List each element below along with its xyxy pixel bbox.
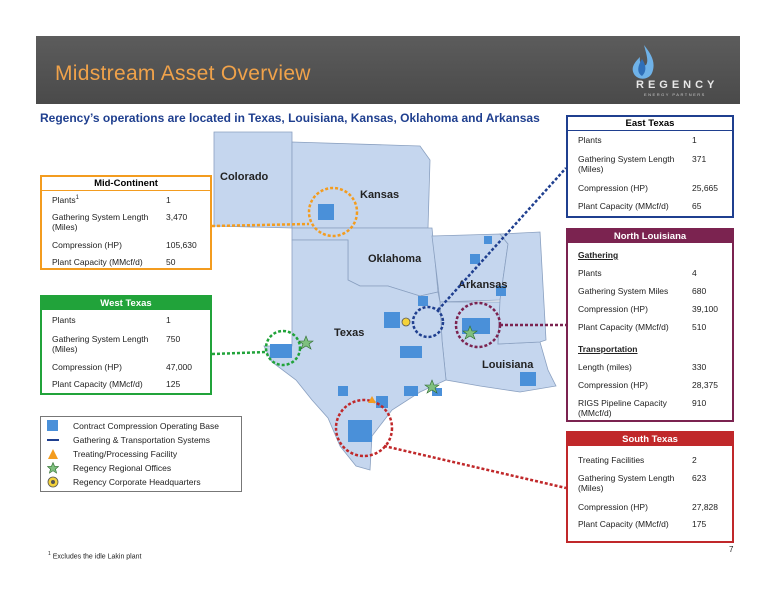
north-louisiana-title: North Louisiana bbox=[568, 230, 732, 243]
map-label-colorado: Colorado bbox=[220, 171, 269, 183]
logo-wordmark: REGENCY bbox=[636, 79, 719, 91]
plants-label: Plants bbox=[52, 315, 76, 325]
gathering-label: Gathering System Length (Miles) bbox=[52, 212, 149, 232]
south-texas-title: South Texas bbox=[568, 433, 732, 446]
plants-value: 1 bbox=[692, 135, 697, 145]
page-number: 7 bbox=[729, 545, 734, 554]
gathering-value: 371 bbox=[692, 154, 707, 164]
map-legend bbox=[40, 416, 242, 492]
gathering-section-heading: Gathering bbox=[578, 250, 619, 260]
transport-compression-label: Compression (HP) bbox=[578, 380, 648, 390]
east-texas-box bbox=[566, 115, 734, 218]
corporate-hq-icon bbox=[47, 476, 59, 488]
compression-base-square-icon bbox=[47, 420, 58, 431]
capacity-label: Plant Capacity (MMcf/d) bbox=[578, 201, 669, 211]
gathering-label: Gathering System Length (Miles) bbox=[578, 473, 675, 493]
corporate-hq-icon bbox=[402, 318, 410, 326]
legend-label: Regency Corporate Headquarters bbox=[73, 477, 201, 487]
transportation-section-heading: Transportation bbox=[578, 344, 638, 354]
legend-label: Gathering & Transportation Systems bbox=[73, 435, 211, 445]
compression-label: Compression (HP) bbox=[52, 362, 122, 372]
capacity-label: Plant Capacity (MMcf/d) bbox=[52, 379, 143, 389]
treating-value: 2 bbox=[692, 455, 697, 465]
plants-value: 4 bbox=[692, 268, 697, 278]
gathering-value: 3,470 bbox=[166, 212, 188, 222]
legend-label: Contract Compression Operating Base bbox=[73, 421, 219, 431]
length-value: 330 bbox=[692, 362, 707, 372]
legend-label: Treating/Processing Facility bbox=[73, 449, 178, 459]
south-texas-box bbox=[566, 431, 734, 543]
map-label-louisiana: Louisiana bbox=[482, 359, 534, 371]
plants-value: 1 bbox=[166, 195, 171, 205]
map-label-texas: Texas bbox=[334, 327, 365, 339]
regional-office-star-icon bbox=[47, 462, 59, 474]
compression-value: 105,630 bbox=[166, 240, 197, 250]
plants-label: Plants bbox=[578, 268, 602, 278]
compression-label: Compression (HP) bbox=[578, 304, 648, 314]
plants-label: Plants bbox=[578, 135, 602, 145]
gathering-label: Gathering System Length (Miles) bbox=[52, 334, 149, 354]
mid-continent-box bbox=[40, 175, 212, 270]
footnote-text: Excludes the idle Lakin plant bbox=[52, 553, 142, 561]
plants-value: 1 bbox=[166, 315, 171, 325]
treating-label: Treating Facilities bbox=[578, 455, 645, 465]
gathering-miles-value: 680 bbox=[692, 286, 707, 296]
compression-value: 39,100 bbox=[692, 304, 718, 314]
compression-value: 27,828 bbox=[692, 502, 718, 512]
compression-label: Compression (HP) bbox=[578, 502, 648, 512]
compression-label: Compression (HP) bbox=[52, 240, 122, 250]
gathering-value: 750 bbox=[166, 334, 181, 344]
capacity-label: Plant Capacity (MMcf/d) bbox=[578, 322, 669, 332]
south-texas-connector bbox=[384, 446, 566, 488]
rigs-capacity-value: 910 bbox=[692, 398, 707, 408]
map-label-kansas: Kansas bbox=[360, 189, 400, 201]
capacity-value: 125 bbox=[166, 379, 181, 389]
gathering-label: Gathering System Length (Miles) bbox=[578, 154, 675, 174]
footnote-marker: 1 bbox=[75, 195, 79, 202]
capacity-value: 50 bbox=[166, 257, 176, 267]
gathering-miles-label: Gathering System Miles bbox=[578, 286, 669, 296]
map-label-oklahoma: Oklahoma bbox=[368, 253, 422, 265]
compression-value: 25,665 bbox=[692, 183, 718, 193]
north-louisiana-box bbox=[566, 228, 734, 422]
plants-label: Plants bbox=[52, 195, 76, 205]
page-subtitle: Regency’s operations are located in Texas, Louisiana, Kansas, Oklahoma and Arkansas bbox=[40, 111, 540, 125]
compression-value: 47,000 bbox=[166, 362, 192, 372]
page-title: Midstream Asset Overview bbox=[55, 62, 311, 85]
kansas-state bbox=[292, 142, 430, 228]
pipeline-line-icon bbox=[47, 439, 59, 441]
capacity-value: 175 bbox=[692, 519, 707, 529]
rigs-capacity-label: RIGS Pipeline Capacity (MMcf/d) bbox=[578, 398, 667, 418]
west-texas-box bbox=[40, 295, 212, 395]
gathering-value: 623 bbox=[692, 473, 707, 483]
west-texas-title: West Texas bbox=[42, 297, 210, 310]
west-texas-connector bbox=[212, 352, 266, 354]
footnote-marker: 1 bbox=[48, 551, 51, 557]
mid-continent-title: Mid-Continent bbox=[42, 177, 210, 191]
capacity-value: 510 bbox=[692, 322, 707, 332]
legend-label: Regency Regional Offices bbox=[73, 463, 172, 473]
capacity-label: Plant Capacity (MMcf/d) bbox=[578, 519, 669, 529]
capacity-label: Plant Capacity (MMcf/d) bbox=[52, 257, 143, 267]
map-label-arkansas: Arkansas bbox=[458, 279, 508, 291]
length-label: Length (miles) bbox=[578, 362, 632, 372]
logo-tagline: ENERGY PARTNERS bbox=[644, 92, 706, 97]
compression-label: Compression (HP) bbox=[578, 183, 648, 193]
transport-compression-value: 28,375 bbox=[692, 380, 718, 390]
east-texas-title: East Texas bbox=[568, 117, 732, 131]
treating-facility-triangle-icon bbox=[47, 448, 59, 460]
footnote bbox=[48, 551, 141, 560]
capacity-value: 65 bbox=[692, 201, 702, 211]
